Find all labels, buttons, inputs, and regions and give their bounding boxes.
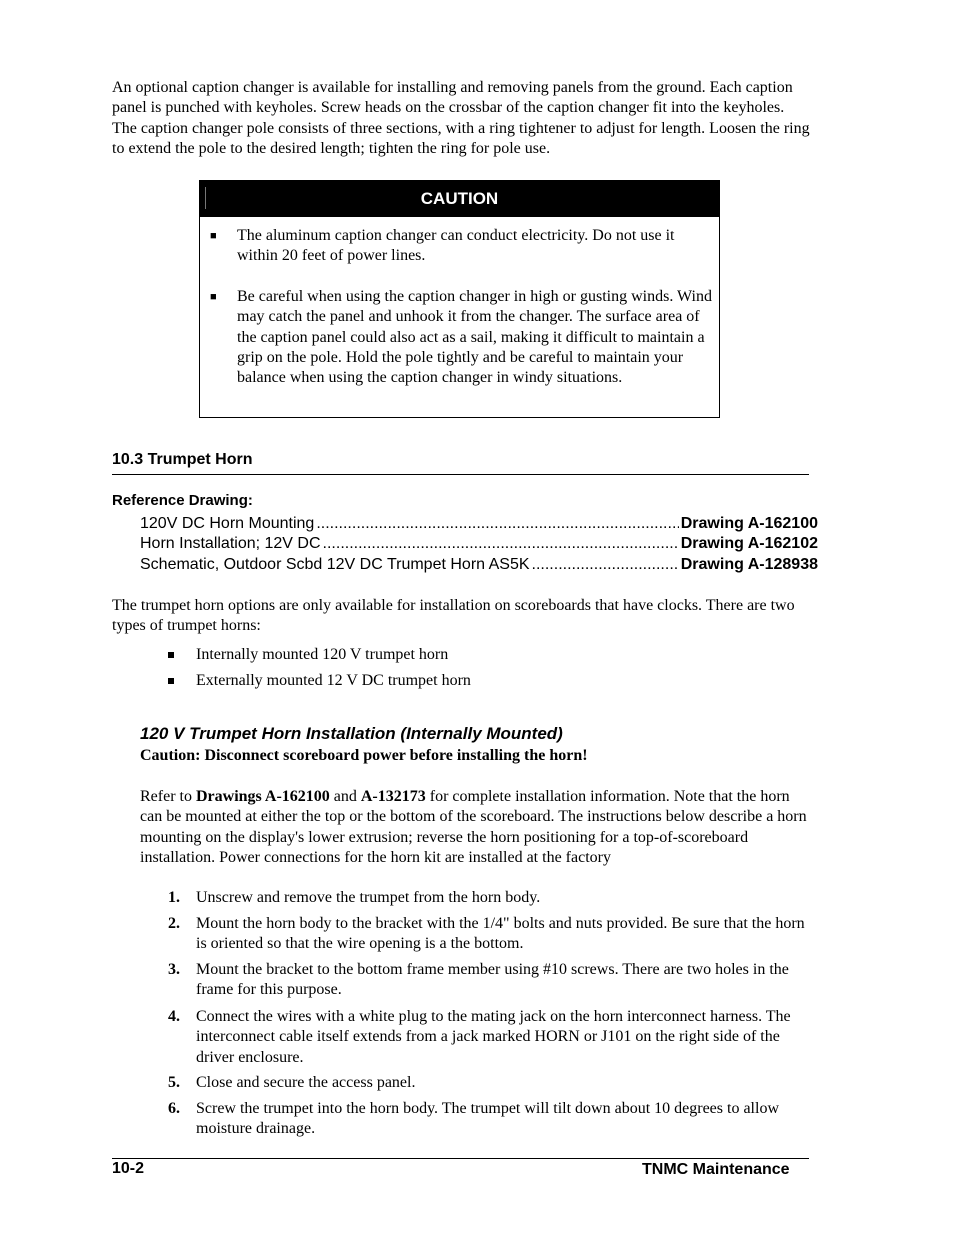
reference-row [140, 513, 818, 534]
square-bullet-icon: ■ [210, 230, 217, 242]
footer-rule [112, 1158, 809, 1159]
option-text: Externally mounted 12 V DC trumpet horn [196, 672, 471, 689]
caution-header [200, 181, 719, 217]
reference-label: 120V DC Horn Mounting [140, 515, 315, 532]
step-text: Unscrew and remove the trumpet from the horn body. [196, 889, 541, 906]
option-text: Internally mounted 120 V trumpet horn [196, 646, 449, 663]
reference-drawing-number: Drawing A-162100 [680, 515, 818, 532]
page-number: 10-2 [112, 1160, 145, 1177]
leader-dots [323, 533, 679, 554]
section-rule [112, 474, 809, 475]
leader-dots [532, 554, 679, 575]
caution-item-text: Be careful when using the caption changer in high or gusting winds. Wind may catch the panel and unhook it from the changer. The surface area of the caption panel could also act as a sail, making it difficult to maintain a grip on the pole. Hold the pole tightly and be careful to maintain your balance when using the caption changer in windy situations. [237, 288, 712, 387]
caution-item-text: The aluminum caption changer can conduct electricity. Do not use it within 20 feet of power lines. [237, 227, 675, 265]
section-title: 10.3 Trumpet Horn [112, 451, 253, 468]
step-number: 6. [168, 1100, 180, 1117]
drawing-reference: A-132173 [360, 788, 426, 805]
reference-row [140, 554, 818, 575]
intro-paragraph: An optional caption changer is available for installing and removing panels from the ground. Each caption panel is punched with keyholes. Screw heads on the crossbar of the caption changer fit into the keyholes. The caption changer pole consists of three sections, with a ring tightener to adjust for length. Loosen the ring to extend the pole to the desired length; tighten the ring for pole use. [112, 79, 810, 158]
step-number: 1. [168, 889, 180, 906]
reference-drawing-label: Reference Drawing: [112, 492, 253, 509]
reference-row [140, 533, 818, 554]
subsection-caution: Caution: Disconnect scoreboard power before installing the horn! [140, 747, 588, 764]
step-text: Close and secure the access panel. [196, 1074, 416, 1091]
square-bullet-icon [168, 652, 174, 658]
step-number: 2. [168, 915, 180, 932]
reference-label: Schematic, Outdoor Scbd 12V DC Trumpet Horn AS5K [140, 556, 530, 573]
header-tick-mark [205, 187, 206, 209]
subsection-title: 120 V Trumpet Horn Installation (Internally Mounted) [140, 724, 563, 743]
square-bullet-icon: ■ [210, 291, 217, 303]
drawing-reference: Drawings A-162100 [195, 788, 330, 805]
leader-dots [316, 513, 678, 534]
footer-title: TNMC Maintenance [642, 1161, 790, 1178]
refer-text: and [329, 788, 361, 805]
caution-box [199, 180, 720, 418]
step-number: 5. [168, 1074, 180, 1091]
caution-title: CAUTION [420, 189, 499, 208]
step-number: 3. [168, 961, 180, 978]
options-paragraph: The trumpet horn options are only available for installation on scoreboards that have clocks. There are two types of trumpet horns: [112, 597, 795, 635]
reference-label: Horn Installation; 12V DC [140, 535, 321, 552]
reference-drawing-number: Drawing A-162102 [680, 535, 818, 552]
refer-text: for complete installation information. Note that the horn can be mounted at either the top or the bottom of the scoreboard. The instructions below describe a horn mounting on the display's lower extrusion; reverse the horn positioning for a top-of-scoreboard installation. Power connections for the horn kit are installed at the factory [140, 788, 807, 867]
step-text: Mount the horn body to the bracket with the 1/4" bolts and nuts provided. Be sure that the horn is oriented so that the wire opening is a the bottom. [196, 915, 805, 953]
step-text: Connect the wires with a white plug to the mating jack on the horn interconnect harness. The interconnect cable itself extends from a jack marked HORN or J101 on the right side of the driver enclosure. [196, 1008, 791, 1066]
step-text: Mount the bracket to the bottom frame member using #10 screws. There are two holes in the frame for this purpose. [196, 961, 789, 999]
square-bullet-icon [168, 678, 174, 684]
refer-paragraph [140, 787, 812, 869]
step-number: 4. [168, 1008, 180, 1025]
reference-drawing-number: Drawing A-128938 [680, 556, 818, 573]
refer-text: Refer to [140, 788, 196, 805]
step-text: Screw the trumpet into the horn body. The trumpet will tilt down about 10 degrees to allow moisture drainage. [196, 1100, 779, 1138]
